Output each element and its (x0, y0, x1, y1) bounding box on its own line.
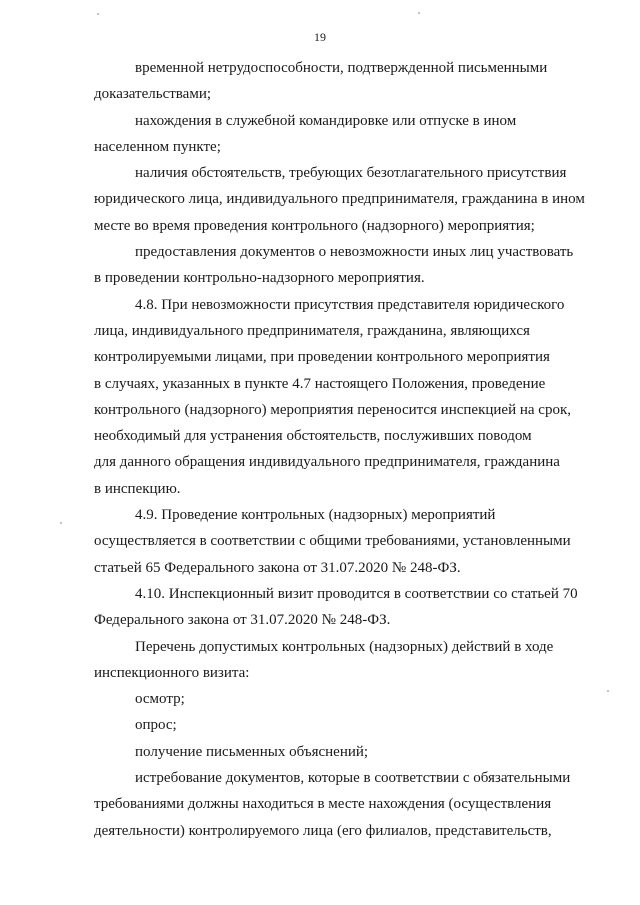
document-body (94, 55, 599, 844)
paragraph: предоставления документов о невозможности иных лиц участвовать в проведении контрольно-надзорного мероприятия. (94, 244, 574, 287)
paragraph: наличия обстоятельств, требующих безотлагательного присутствия юридического лица, индивидуального предпринимателя, гражданина в ином месте во время проведения контрольного (надзорного) мероприятия; (94, 165, 585, 234)
paragraph: Перечень допустимых контрольных (надзорных) действий в ходе инспекционного визита: (94, 638, 554, 681)
page-number: 19 (314, 30, 326, 44)
scan-speck (418, 12, 420, 14)
paragraph: нахождения в служебной командировке или отпуске в ином населенном пункте; (94, 112, 517, 155)
scan-speck (97, 13, 99, 15)
paragraph: получение письменных объяснений; (135, 743, 369, 760)
paragraph: истребование документов, которые в соответствии с обязательными требованиями должны находиться в месте нахождения (осуществления деятельности) контролируемого лица (его филиалов, представительств, (94, 770, 571, 839)
scan-speck (60, 522, 62, 524)
paragraph: временной нетрудоспособности, подтвержденной письменными доказательствами; (94, 60, 548, 103)
paragraph: 4.9. Проведение контрольных (надзорных) мероприятий осуществляется в соответствии с общими требованиями, установленными статьей 65 Федерального закона от 31.07.2020 № 248-ФЗ. (94, 507, 571, 576)
paragraph: 4.10. Инспекционный визит проводится в соответствии со статьей 70 Федерального закона от 31.07.2020 № 248-ФЗ. (94, 585, 578, 629)
scan-speck (607, 690, 609, 692)
paragraph: 4.8. При невозможности присутствия представителя юридического лица, индивидуального предпринимателя, гражданина, являющихся контролируемыми лицами, при проведении контрольного мероприятия в случаях, указанных в пункте 4.7 настоящего Положения, проведение контрольного (надзорного) мероприятия переносится инспекцией на срок, необходимый для устранения обстоятельств, послуживших поводом для данного обращения индивидуального предпринимателя, гражданина в инспекцию. (94, 296, 571, 497)
paragraph: осмотр; (135, 691, 185, 708)
paragraph: опрос; (135, 717, 177, 734)
